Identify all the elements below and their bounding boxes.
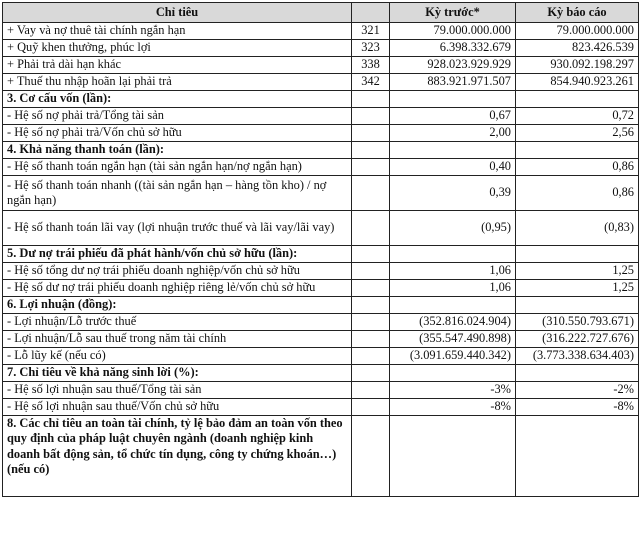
row-previous-value xyxy=(390,416,516,497)
row-label: - Hệ số lợi nhuận sau thuế/Vốn chủ sở hữu xyxy=(3,399,352,416)
row-previous-value: 883.921.971.507 xyxy=(390,74,516,91)
row-previous-value: 2,00 xyxy=(390,125,516,142)
row-current-value: -2% xyxy=(516,382,639,399)
table-row xyxy=(3,211,639,246)
row-previous-value: 1,06 xyxy=(390,280,516,297)
table-row xyxy=(3,399,639,416)
row-previous-value: (355.547.490.898) xyxy=(390,331,516,348)
row-code xyxy=(352,314,390,331)
row-label: - Hệ số thanh toán ngắn hạn (tài sản ngắn hạn/nợ ngắn hạn) xyxy=(3,159,352,176)
row-label: - Hệ số nợ phải trả/Vốn chủ sở hữu xyxy=(3,125,352,142)
row-previous-value xyxy=(390,142,516,159)
row-previous-value: 6.398.332.679 xyxy=(390,40,516,57)
row-current-value: 2,56 xyxy=(516,125,639,142)
table-row xyxy=(3,125,639,142)
row-current-value: (0,83) xyxy=(516,211,639,246)
row-label: - Hệ số nợ phải trả/Tổng tài sản xyxy=(3,108,352,125)
row-current-value: 854.940.923.261 xyxy=(516,74,639,91)
row-label: - Hệ số lợi nhuận sau thuế/Tổng tài sản xyxy=(3,382,352,399)
table-row xyxy=(3,74,639,91)
row-code xyxy=(352,91,390,108)
row-label: - Hệ số dư nợ trái phiếu doanh nghiệp riêng lẻ/vốn chủ sở hữu xyxy=(3,280,352,297)
table-row xyxy=(3,40,639,57)
row-code xyxy=(352,365,390,382)
row-code xyxy=(352,263,390,280)
row-current-value: 1,25 xyxy=(516,263,639,280)
row-code xyxy=(352,331,390,348)
row-code xyxy=(352,176,390,211)
section-heading: 4. Khả năng thanh toán (lần): xyxy=(3,142,352,159)
row-code xyxy=(352,382,390,399)
row-previous-value: (352.816.024.904) xyxy=(390,314,516,331)
row-current-value: (310.550.793.671) xyxy=(516,314,639,331)
row-code xyxy=(352,159,390,176)
row-previous-value: 79.000.000.000 xyxy=(390,23,516,40)
section-row xyxy=(3,365,639,382)
row-previous-value: (3.091.659.440.342) xyxy=(390,348,516,365)
table-row xyxy=(3,331,639,348)
section-row xyxy=(3,416,639,497)
row-code xyxy=(352,416,390,497)
section-row xyxy=(3,142,639,159)
row-current-value: 79.000.000.000 xyxy=(516,23,639,40)
row-current-value xyxy=(516,297,639,314)
row-label: + Quỹ khen thưởng, phúc lợi xyxy=(3,40,352,57)
row-code xyxy=(352,297,390,314)
row-label: - Hệ số thanh toán nhanh ((tài sản ngắn hạn – hàng tồn kho) / nợ ngắn hạn) xyxy=(3,176,352,211)
row-previous-value xyxy=(390,297,516,314)
row-previous-value: 1,06 xyxy=(390,263,516,280)
row-code xyxy=(352,399,390,416)
financial-indicators-table xyxy=(2,2,639,497)
table-row xyxy=(3,176,639,211)
row-label: - Lợi nhuận/Lỗ trước thuế xyxy=(3,314,352,331)
row-code: 323 xyxy=(352,40,390,57)
section-row xyxy=(3,297,639,314)
section-heading: 7. Chỉ tiêu về khả năng sinh lời (%): xyxy=(3,365,352,382)
header-code xyxy=(352,3,390,23)
row-current-value: 930.092.198.297 xyxy=(516,57,639,74)
row-previous-value: (0,95) xyxy=(390,211,516,246)
row-code xyxy=(352,280,390,297)
row-previous-value: 0,39 xyxy=(390,176,516,211)
table-row xyxy=(3,263,639,280)
row-previous-value: 928.023.929.929 xyxy=(390,57,516,74)
header-row xyxy=(3,3,639,23)
row-current-value: -8% xyxy=(516,399,639,416)
table-row xyxy=(3,280,639,297)
row-current-value xyxy=(516,91,639,108)
table-row xyxy=(3,57,639,74)
row-current-value: 0,86 xyxy=(516,159,639,176)
row-code xyxy=(352,211,390,246)
row-current-value xyxy=(516,365,639,382)
header-current-period: Kỳ báo cáo xyxy=(516,3,639,23)
row-code: 342 xyxy=(352,74,390,91)
row-current-value: 823.426.539 xyxy=(516,40,639,57)
row-code: 321 xyxy=(352,23,390,40)
row-previous-value: -3% xyxy=(390,382,516,399)
section-heading: 8. Các chỉ tiêu an toàn tài chính, tỷ lệ bảo đảm an toàn vốn theo quy định của pháp luật chuyên ngành (doanh nghiệp kinh doanh bất động sản, tổ chức tín dụng, công ty chứng khoán…) (nếu có) xyxy=(3,416,352,497)
row-code: 338 xyxy=(352,57,390,74)
section-heading: 3. Cơ cấu vốn (lần): xyxy=(3,91,352,108)
row-previous-value xyxy=(390,365,516,382)
section-heading: 5. Dư nợ trái phiếu đã phát hành/vốn chủ sở hữu (lần): xyxy=(3,246,352,263)
table-row xyxy=(3,159,639,176)
table-row xyxy=(3,314,639,331)
table-row xyxy=(3,108,639,125)
row-label: - Hệ số tổng dư nợ trái phiếu doanh nghiệp/vốn chủ sở hữu xyxy=(3,263,352,280)
row-current-value: 0,86 xyxy=(516,176,639,211)
row-previous-value xyxy=(390,246,516,263)
row-code xyxy=(352,348,390,365)
header-indicator: Chỉ tiêu xyxy=(3,3,352,23)
row-previous-value xyxy=(390,91,516,108)
table-row xyxy=(3,348,639,365)
row-label: + Thuế thu nhập hoãn lại phải trả xyxy=(3,74,352,91)
row-current-value xyxy=(516,246,639,263)
row-label: + Vay và nợ thuê tài chính ngắn hạn xyxy=(3,23,352,40)
table-row xyxy=(3,382,639,399)
table-row xyxy=(3,23,639,40)
row-label: - Lợi nhuận/Lỗ sau thuế trong năm tài chính xyxy=(3,331,352,348)
row-code xyxy=(352,108,390,125)
row-label: - Hệ số thanh toán lãi vay (lợi nhuận trước thuế và lãi vay/lãi vay) xyxy=(3,211,352,246)
section-row xyxy=(3,246,639,263)
row-current-value xyxy=(516,416,639,497)
row-previous-value: 0,67 xyxy=(390,108,516,125)
section-heading: 6. Lợi nhuận (đồng): xyxy=(3,297,352,314)
row-current-value: 1,25 xyxy=(516,280,639,297)
row-code xyxy=(352,125,390,142)
row-code xyxy=(352,142,390,159)
row-label: - Lỗ lũy kế (nếu có) xyxy=(3,348,352,365)
row-label: + Phải trả dài hạn khác xyxy=(3,57,352,74)
row-current-value: 0,72 xyxy=(516,108,639,125)
row-previous-value: 0,40 xyxy=(390,159,516,176)
row-current-value: (3.773.338.634.403) xyxy=(516,348,639,365)
row-previous-value: -8% xyxy=(390,399,516,416)
row-current-value: (316.222.727.676) xyxy=(516,331,639,348)
row-current-value xyxy=(516,142,639,159)
row-code xyxy=(352,246,390,263)
header-previous-period: Kỳ trước* xyxy=(390,3,516,23)
section-row xyxy=(3,91,639,108)
